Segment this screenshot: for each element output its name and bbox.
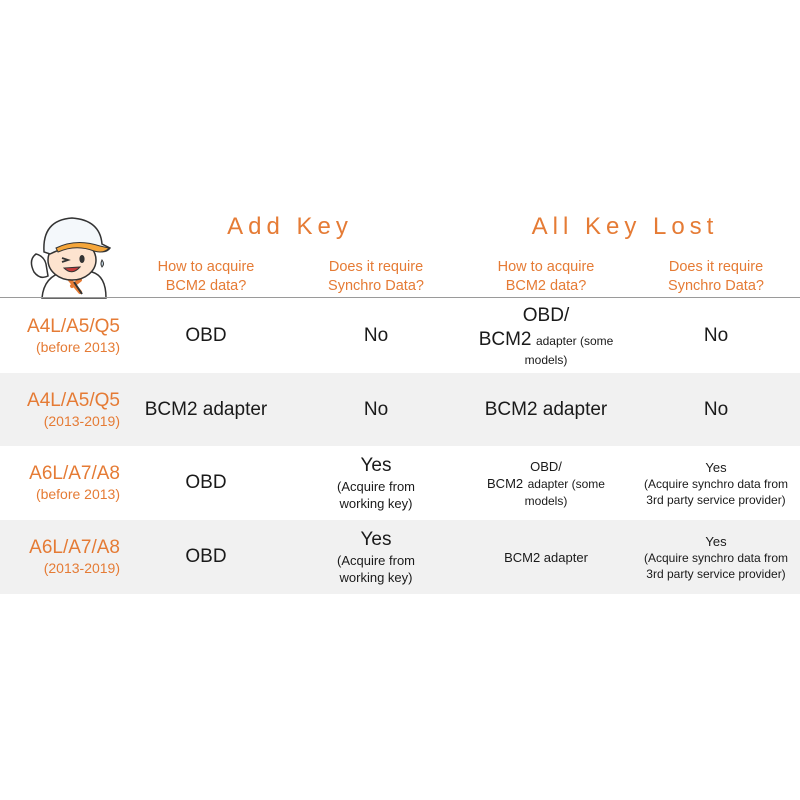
add-bcm2-cell bbox=[136, 298, 276, 373]
add-synchro-cell bbox=[306, 520, 446, 594]
akl-bcm2-cell bbox=[456, 446, 636, 520]
cell-value: No bbox=[363, 324, 389, 346]
model-years: (before 2013) bbox=[35, 338, 120, 355]
model-name: A4L/A5/Q5 bbox=[27, 315, 120, 337]
cell-value: working key) bbox=[339, 570, 413, 585]
cell-value: BCM2 bbox=[478, 328, 532, 350]
cell-value: (Acquire synchro data from bbox=[643, 550, 789, 565]
add-synchro-cell bbox=[306, 373, 446, 446]
cell-value: 3rd party service provider) bbox=[646, 566, 786, 581]
table-row bbox=[0, 373, 800, 446]
add-bcm2-cell bbox=[126, 373, 286, 446]
column-header-add-bcm2 bbox=[136, 258, 276, 296]
model-cell bbox=[0, 520, 120, 594]
cell-value: BCM2 adapter bbox=[144, 398, 268, 420]
cell-value: 3rd party service provider) bbox=[646, 492, 786, 507]
cell-value: adapter (some bbox=[527, 476, 605, 491]
mascot-icon bbox=[14, 210, 134, 300]
model-years: (2013-2019) bbox=[43, 560, 120, 576]
model-name: A6L/A7/A8 bbox=[29, 463, 120, 484]
add-bcm2-cell bbox=[136, 520, 276, 594]
group-title-add-key: Add Key bbox=[227, 213, 353, 240]
akl-synchro-cell bbox=[630, 520, 800, 594]
akl-bcm2-cell bbox=[456, 520, 636, 594]
cell-value: No bbox=[703, 324, 729, 346]
column-header-line: BCM2 data? bbox=[165, 278, 247, 294]
model-cell bbox=[0, 446, 120, 520]
column-header-akl-bcm2 bbox=[476, 258, 616, 296]
table-row bbox=[0, 520, 800, 594]
column-header-line: How to acquire bbox=[497, 259, 595, 275]
cell-value: models) bbox=[524, 352, 568, 367]
cell-value: OBD bbox=[185, 546, 227, 567]
cell-value: OBD bbox=[185, 324, 227, 346]
model-cell bbox=[0, 373, 120, 446]
add-synchro-cell bbox=[306, 298, 446, 373]
akl-synchro-cell bbox=[636, 373, 796, 446]
cell-value: OBD/ bbox=[530, 458, 562, 474]
group-title-all-key-lost: All Key Lost bbox=[531, 213, 719, 240]
akl-bcm2-cell bbox=[456, 298, 636, 373]
model-years: (before 2013) bbox=[35, 486, 120, 502]
column-header-line: Does it require bbox=[668, 259, 764, 275]
column-header-add-synchro bbox=[306, 258, 446, 296]
cell-value: models) bbox=[524, 493, 568, 508]
cell-value: Yes bbox=[705, 459, 727, 475]
cell-value: BCM2 adapter bbox=[484, 398, 608, 420]
column-header-akl-synchro bbox=[646, 258, 786, 296]
table-row bbox=[0, 446, 800, 520]
cell-value: No bbox=[363, 398, 389, 420]
cell-value: (Acquire from bbox=[336, 553, 416, 568]
column-header-line: Does it require bbox=[328, 259, 424, 275]
cell-value: BCM2 bbox=[487, 475, 524, 491]
column-header-line: Synchro Data? bbox=[328, 278, 424, 294]
cell-value: working key) bbox=[339, 496, 413, 511]
cell-value: adapter (some bbox=[535, 333, 614, 348]
add-synchro-cell bbox=[306, 446, 446, 520]
model-cell bbox=[0, 298, 120, 373]
cell-value: Yes bbox=[360, 529, 392, 550]
cell-value: Yes bbox=[360, 455, 392, 476]
akl-synchro-cell bbox=[636, 298, 796, 373]
model-years: (2013-2019) bbox=[43, 412, 120, 429]
table-row bbox=[0, 298, 800, 373]
column-header-line: BCM2 data? bbox=[505, 278, 587, 294]
cell-value: OBD/ bbox=[522, 304, 570, 326]
model-name: A6L/A7/A8 bbox=[29, 537, 120, 558]
add-bcm2-cell bbox=[136, 446, 276, 520]
akl-synchro-cell bbox=[630, 446, 800, 520]
akl-bcm2-cell bbox=[456, 373, 636, 446]
column-header-line: Synchro Data? bbox=[668, 278, 764, 294]
cell-value: (Acquire from bbox=[336, 479, 416, 494]
column-header-line: How to acquire bbox=[157, 259, 255, 275]
cell-value: Yes bbox=[705, 533, 727, 549]
cell-value: BCM2 adapter bbox=[504, 549, 588, 565]
model-name: A4L/A5/Q5 bbox=[27, 389, 120, 411]
cell-value: OBD bbox=[185, 472, 227, 493]
cell-value: No bbox=[703, 398, 729, 420]
cell-value: (Acquire synchro data from bbox=[643, 476, 789, 491]
